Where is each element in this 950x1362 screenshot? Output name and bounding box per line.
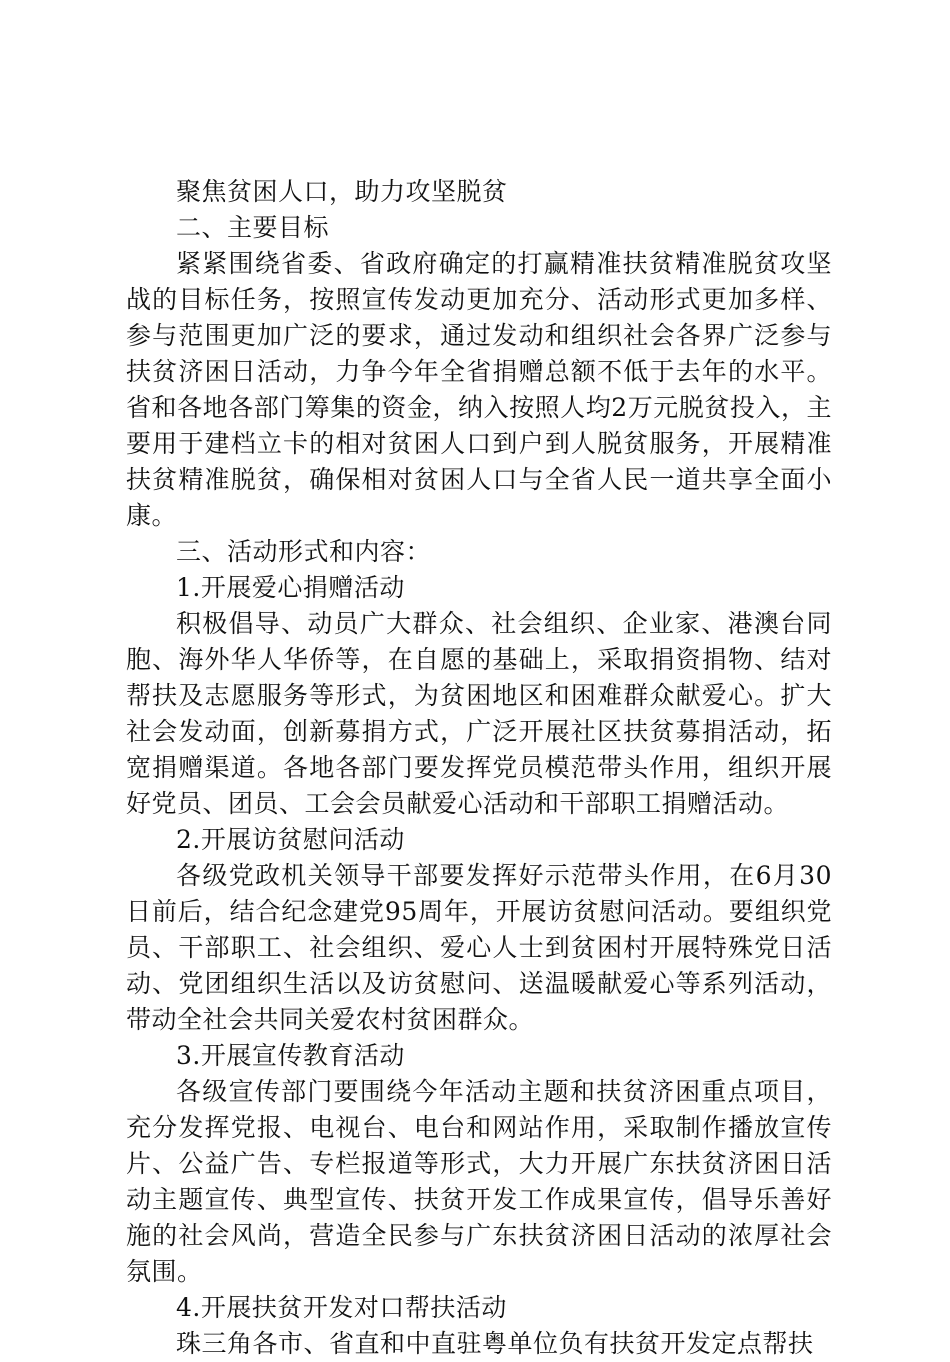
subheading-donation: 1.开展爱心捐赠活动 bbox=[176, 573, 405, 602]
subheading-visits: 2.开展访贫慰问活动 bbox=[176, 825, 405, 854]
subheading-pairing-support: 4.开展扶贫开发对口帮扶活动 bbox=[176, 1293, 507, 1322]
paragraph-publicity: 各级宣传部门要围绕今年活动主题和扶贫济困重点项目，充分发挥党报、电视台、电台和网站作用，采取制作播放宣传片、公益广告、专栏报道等形式，大力开展广东扶贫济困日活动主题宣传、典型宣传、扶贫开发工作成果宣传，倡导乐善好施的社会风尚，营造全民参与广东扶贫济困日活动的浓厚社会氛围。 bbox=[126, 1077, 832, 1286]
paragraph-donation: 积极倡导、动员广大群众、社会组织、企业家、港澳台同胞、海外华人华侨等，在自愿的基础上，采取捐资捐物、结对帮扶及志愿服务等形式，为贫困地区和困难群众献爱心。扩大社会发动面，创新募捐方式，广泛开展社区扶贫募捐活动，拓宽捐赠渠道。各地各部门要发挥党员模范带头作用，组织开展好党员、团员、工会会员献爱心活动和干部职工捐赠活动。 bbox=[126, 609, 832, 818]
paragraph-pairing-support: 珠三角各市、省直和中直驻粤单位负有扶贫开发定点帮扶 bbox=[176, 1329, 814, 1358]
section-subtitle: 聚焦贫困人口，助力攻坚脱贫 bbox=[176, 177, 508, 206]
paragraph-goals: 紧紧围绕省委、省政府确定的打赢精准扶贫精准脱贫攻坚战的目标任务，按照宣传发动更加充分、活动形式更加多样、参与范围更加广泛的要求，通过发动和组织社会各界广泛参与扶贫济困日活动，力争今年全省捐赠总额不低于去年的水平。省和各地各部门筹集的资金，纳入按照人均2万元脱贫投入，主要用于建档立卡的相对贫困人口到户到人脱贫服务，开展精准扶贫精准脱贫，确保相对贫困人口与全省人民一道共享全面小康。 bbox=[126, 249, 832, 530]
section-heading-goals: 二、主要目标 bbox=[176, 213, 330, 242]
paragraph-visits: 各级党政机关领导干部要发挥好示范带头作用，在6月30日前后，结合纪念建党95周年，开展访贫慰问活动。要组织党员、干部职工、社会组织、爱心人士到贫困村开展特殊党日活动、党团组织生活以及访贫慰问、送温暖献爱心等系列活动，带动全社会共同关爱农村贫困群众。 bbox=[126, 861, 832, 1034]
subheading-publicity: 3.开展宣传教育活动 bbox=[176, 1041, 405, 1070]
section-heading-activities: 三、活动形式和内容： bbox=[176, 537, 432, 566]
document-body bbox=[126, 174, 832, 1362]
